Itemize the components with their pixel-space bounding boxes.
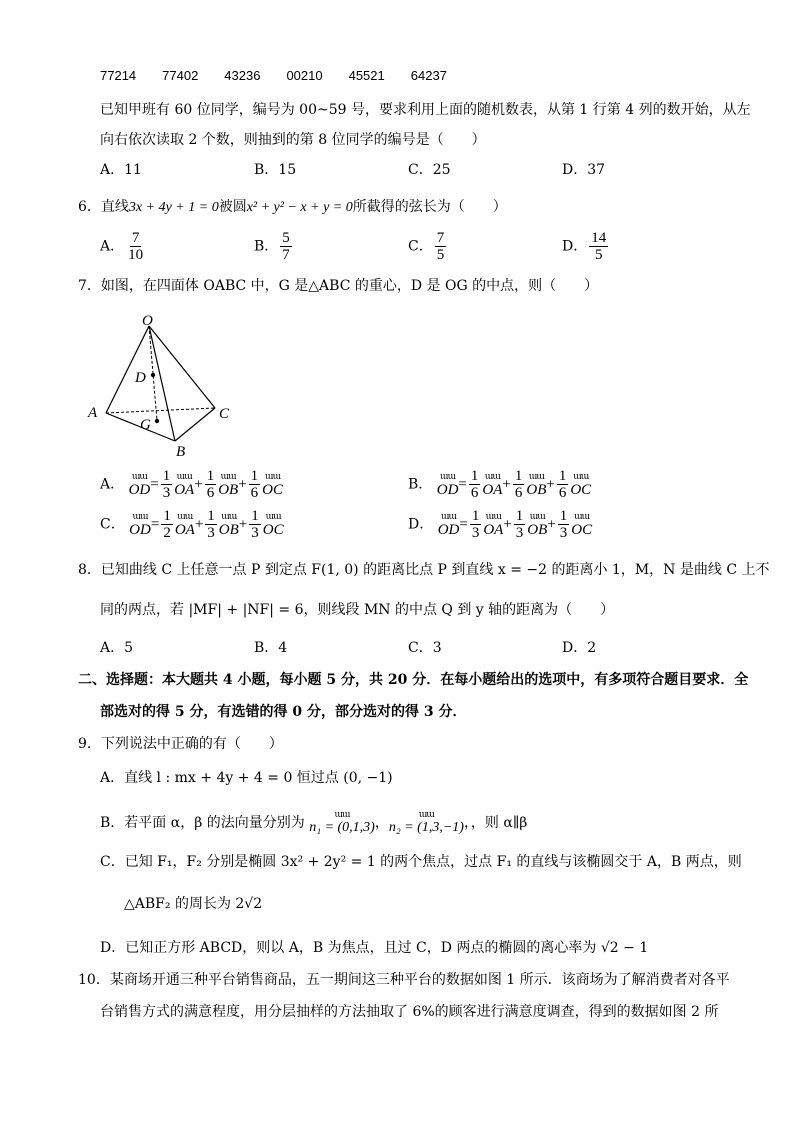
- q5-option-a: A．11: [100, 162, 142, 178]
- label-c: C: [219, 406, 230, 422]
- q6-option-a: A． $\frac{7}{10}$: [100, 230, 144, 263]
- tetrahedron-figure: [80, 310, 240, 460]
- q6-circle-equation: x² + y² − x + y = 0: [246, 200, 353, 215]
- label-a: A: [88, 405, 98, 421]
- label-g: G: [140, 417, 151, 433]
- edge-ob: [149, 326, 175, 441]
- q5-text-1: 已知甲班有 60 位同学，编号为 00~59 号，要求利用上面的随机数表，从第 1 行第 4 列的数开始，从左: [100, 102, 751, 118]
- q8-option-c: C．3: [408, 640, 442, 656]
- q7-question: 7．如图，在四面体 OABC 中，G 是△ABC 的重心，D 是 OG 的中点，则（ ）: [78, 278, 599, 294]
- section2-heading-1: 二、选择题：本大题共 4 小题，每小题 5 分，共 20 分．在每小题给出的选项中，有多项符合题目要求．全: [78, 672, 749, 688]
- q9-option-a: A．直线 l : mx + 4y + 4 = 0 恒过点 (0, −1): [100, 770, 393, 786]
- q6-option-b: B． $\frac{5}{7}$: [254, 230, 290, 263]
- q7-option-b: B． ɯɯ OD = $\frac{1}{6}$ ɯɯ OA + $\frac{1}{6}$ ɯɯ OB + $\frac{1}{6}$ ɯɯ OC: [408, 468, 592, 501]
- q8-text-1: 8．已知曲线 C 上任意一点 P 到定点 F(1, 0) 的距离比点 P 到直线 x = −2 的距离小 1，M，N 是曲线 C 上不: [78, 562, 770, 578]
- q5-text-2: 向右依次读取 2 个数，则抽到的第 8 位同学的编号是（ ）: [100, 132, 486, 148]
- q9-option-b: B．若平面 α，β 的法向量分别为 ɯɯ n₁ = (0,1,3) ， ɯɯ n₂ = (1,3,−1) ，，则 α∥β: [100, 810, 528, 835]
- q6-tail: 所截得的弦长为（ ）: [352, 199, 507, 215]
- q5-option-d: D．37: [562, 162, 606, 178]
- q8-option-a: A．5: [100, 640, 134, 656]
- q6-mid: 被圆: [218, 199, 247, 215]
- label-o: O: [142, 313, 153, 329]
- q10-text-1: 10．某商场开通三种平台销售商品，五一期间这三种平台的数据如图 1 所示．该商场为了解消费者对各平: [78, 972, 730, 988]
- q9-option-c-1: C．已知 F₁，F₂ 分别是椭圆 3x² + 2y² = 1 的两个焦点，过点 F₁ 的直线与该椭圆交于 A，B 两点，则: [100, 854, 742, 870]
- edge-bc: [175, 408, 215, 441]
- section2-heading-2: 部选对的得 5 分，有选错的得 0 分，部分选对的得 3 分．: [100, 704, 467, 720]
- point-d: [151, 373, 155, 377]
- q5-option-b: B．15: [254, 162, 297, 178]
- q6-option-c: C． $\frac{7}{5}$: [408, 230, 445, 263]
- q7-option-a: A． ɯɯ OD = $\frac{1}{3}$ ɯɯ OA + $\frac{1}{6}$ ɯɯ OB + $\frac{1}{6}$ ɯɯ OC: [100, 468, 283, 501]
- q7-option-c: C． ɯɯ OD = $\frac{1}{2}$ ɯɯ OA + $\frac{1}{3}$ ɯɯ OB + $\frac{1}{3}$ ɯɯ OC: [100, 508, 284, 541]
- q6-option-d: D． $\frac{14}{5}$: [562, 230, 607, 263]
- edge-ac-hidden: [106, 408, 215, 413]
- label-d: D: [135, 370, 146, 386]
- q9-option-c-2: △ABF₂ 的周长为 2√2: [124, 896, 263, 912]
- q9-option-d: D．已知正方形 ABCD，则以 A，B 为焦点，且过 C，D 两点的椭圆的离心率为 √2 − 1: [100, 940, 649, 956]
- point-g: [155, 419, 159, 423]
- q5-option-c: C．25: [408, 162, 451, 178]
- q9-question: 9．下列说法中正确的有（ ）: [78, 736, 283, 752]
- random-number-row: 77214 77402 43236 00210 45521 64237: [100, 68, 447, 83]
- q8-text-2: 同的两点，若 |MF| + |NF| = 6，则线段 MN 的中点 Q 到 y 轴的距离为（ ）: [100, 602, 615, 618]
- q6-line-equation: 3x + 4y + 1 = 0: [128, 200, 219, 215]
- edge-oc: [149, 326, 215, 408]
- q8-option-b: B．4: [254, 640, 288, 656]
- q6-question: [78, 197, 507, 218]
- q7-option-d: D． ɯɯ OD = $\frac{1}{3}$ ɯɯ OA + $\frac{1}{3}$ ɯɯ OB + $\frac{1}{3}$ ɯɯ OC: [408, 508, 593, 541]
- label-b: B: [176, 444, 186, 460]
- q10-text-2: 台销售方式的满意程度，用分层抽样的方法抽取了 6%的顾客进行满意度调查，得到的数据如图 2 所: [100, 1004, 719, 1020]
- q8-option-d: D．2: [562, 640, 597, 656]
- q6-number: 6．直线: [78, 199, 129, 215]
